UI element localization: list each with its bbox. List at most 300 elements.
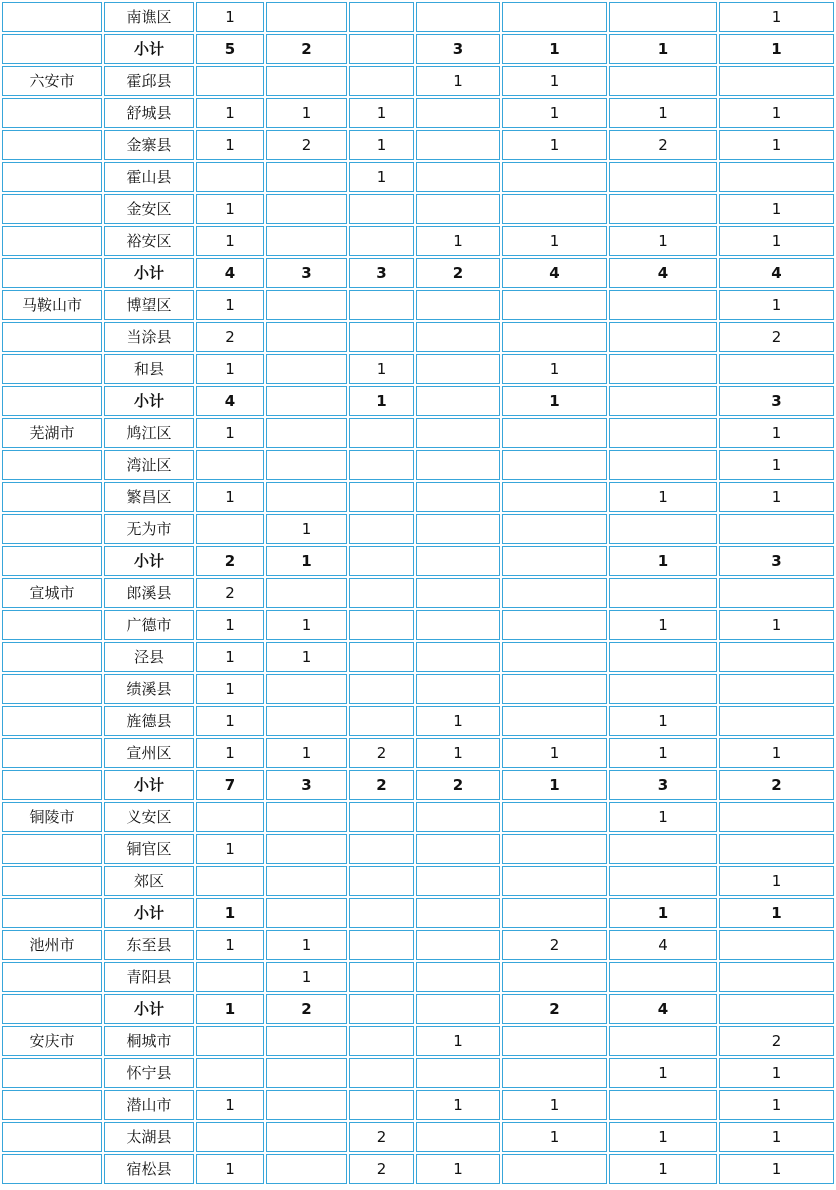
value-cell: 1	[502, 98, 607, 128]
value-cell: 1	[196, 418, 264, 448]
subtotal-row	[2, 994, 834, 1024]
subtotal-label-cell: 小计	[104, 546, 194, 576]
value-cell: 1	[719, 1122, 834, 1152]
city-cell	[2, 898, 102, 928]
city-cell	[2, 962, 102, 992]
district-cell: 和县	[104, 354, 194, 384]
value-cell	[266, 418, 347, 448]
value-cell	[349, 34, 414, 64]
value-cell	[502, 1026, 607, 1056]
district-cell: 桐城市	[104, 1026, 194, 1056]
value-cell: 1	[502, 66, 607, 96]
district-row	[2, 930, 834, 960]
value-cell	[196, 1058, 264, 1088]
value-cell: 1	[416, 1026, 500, 1056]
value-cell	[719, 66, 834, 96]
value-cell	[719, 578, 834, 608]
district-cell: 博望区	[104, 290, 194, 320]
city-cell	[2, 546, 102, 576]
value-cell	[719, 994, 834, 1024]
value-cell	[349, 226, 414, 256]
value-cell	[196, 1122, 264, 1152]
value-cell	[502, 898, 607, 928]
value-cell	[349, 898, 414, 928]
value-cell: 1	[502, 770, 607, 800]
value-cell	[502, 834, 607, 864]
value-cell	[416, 546, 500, 576]
value-cell	[719, 354, 834, 384]
value-cell: 1	[609, 226, 717, 256]
value-cell	[609, 450, 717, 480]
value-cell: 1	[196, 1154, 264, 1184]
subtotal-row	[2, 34, 834, 64]
value-cell	[349, 706, 414, 736]
value-cell	[196, 962, 264, 992]
subtotal-row	[2, 386, 834, 416]
value-cell	[609, 866, 717, 896]
district-cell: 绩溪县	[104, 674, 194, 704]
district-row	[2, 674, 834, 704]
value-cell: 1	[502, 386, 607, 416]
value-cell	[609, 1090, 717, 1120]
value-cell: 2	[266, 994, 347, 1024]
district-cell: 广德市	[104, 610, 194, 640]
value-cell: 1	[196, 482, 264, 512]
value-cell: 2	[609, 130, 717, 160]
value-cell	[609, 2, 717, 32]
district-row	[2, 610, 834, 640]
value-cell	[349, 610, 414, 640]
value-cell	[349, 578, 414, 608]
value-cell: 1	[719, 610, 834, 640]
district-cell: 南谯区	[104, 2, 194, 32]
value-cell	[719, 162, 834, 192]
value-cell: 2	[266, 34, 347, 64]
subtotal-row	[2, 770, 834, 800]
value-cell: 4	[609, 258, 717, 288]
district-cell: 霍山县	[104, 162, 194, 192]
district-cell: 郎溪县	[104, 578, 194, 608]
district-cell: 鸠江区	[104, 418, 194, 448]
value-cell	[719, 962, 834, 992]
value-cell: 2	[196, 578, 264, 608]
value-cell	[609, 322, 717, 352]
city-cell	[2, 162, 102, 192]
subtotal-label-cell: 小计	[104, 770, 194, 800]
value-cell	[266, 578, 347, 608]
value-cell: 1	[502, 354, 607, 384]
value-cell: 1	[196, 898, 264, 928]
value-cell: 4	[502, 258, 607, 288]
value-cell	[349, 418, 414, 448]
value-cell: 1	[609, 802, 717, 832]
value-cell	[416, 802, 500, 832]
value-cell: 2	[349, 1154, 414, 1184]
value-cell	[416, 194, 500, 224]
value-cell	[416, 2, 500, 32]
value-cell	[502, 290, 607, 320]
value-cell	[719, 706, 834, 736]
value-cell	[266, 66, 347, 96]
value-cell: 1	[719, 1154, 834, 1184]
value-cell	[416, 322, 500, 352]
value-cell	[266, 450, 347, 480]
subtotal-label-cell: 小计	[104, 994, 194, 1024]
value-cell: 1	[609, 98, 717, 128]
value-cell: 1	[196, 738, 264, 768]
value-cell: 3	[349, 258, 414, 288]
value-cell: 1	[719, 418, 834, 448]
value-cell: 4	[196, 386, 264, 416]
district-row	[2, 578, 834, 608]
value-cell	[502, 962, 607, 992]
value-cell: 1	[196, 834, 264, 864]
city-cell	[2, 450, 102, 480]
table-body	[2, 2, 834, 1184]
value-cell	[502, 2, 607, 32]
value-cell: 1	[719, 98, 834, 128]
city-cell	[2, 514, 102, 544]
city-cell	[2, 386, 102, 416]
value-cell	[266, 162, 347, 192]
value-cell: 1	[196, 930, 264, 960]
value-cell: 3	[609, 770, 717, 800]
district-cell: 宿松县	[104, 1154, 194, 1184]
value-cell: 1	[416, 738, 500, 768]
value-cell: 1	[349, 354, 414, 384]
district-cell: 泾县	[104, 642, 194, 672]
value-cell	[266, 1090, 347, 1120]
value-cell: 3	[719, 546, 834, 576]
value-cell: 1	[719, 482, 834, 512]
district-row	[2, 450, 834, 480]
city-cell	[2, 194, 102, 224]
value-cell: 1	[719, 1058, 834, 1088]
value-cell: 1	[196, 994, 264, 1024]
district-cell: 铜官区	[104, 834, 194, 864]
value-cell: 4	[719, 258, 834, 288]
value-cell	[416, 162, 500, 192]
value-cell	[416, 130, 500, 160]
city-cell	[2, 834, 102, 864]
value-cell: 2	[266, 130, 347, 160]
value-cell: 1	[196, 194, 264, 224]
value-cell	[416, 642, 500, 672]
value-cell: 1	[719, 738, 834, 768]
value-cell	[349, 930, 414, 960]
city-cell	[2, 2, 102, 32]
subtotal-row	[2, 898, 834, 928]
value-cell: 1	[416, 706, 500, 736]
value-cell: 3	[719, 386, 834, 416]
value-cell: 1	[266, 610, 347, 640]
district-row	[2, 514, 834, 544]
value-cell: 1	[266, 642, 347, 672]
value-cell	[609, 162, 717, 192]
value-cell	[349, 1090, 414, 1120]
value-cell: 7	[196, 770, 264, 800]
value-cell	[416, 898, 500, 928]
value-cell	[502, 706, 607, 736]
district-row	[2, 1090, 834, 1120]
district-cell: 金安区	[104, 194, 194, 224]
value-cell	[502, 674, 607, 704]
value-cell: 1	[609, 546, 717, 576]
value-cell	[266, 226, 347, 256]
value-cell	[609, 834, 717, 864]
district-row	[2, 1154, 834, 1184]
value-cell: 1	[719, 1090, 834, 1120]
district-cell: 当涂县	[104, 322, 194, 352]
value-cell	[266, 1026, 347, 1056]
value-cell: 3	[266, 258, 347, 288]
value-cell	[502, 514, 607, 544]
value-cell	[609, 578, 717, 608]
value-cell	[609, 674, 717, 704]
district-row	[2, 866, 834, 896]
value-cell: 1	[349, 130, 414, 160]
value-cell: 1	[196, 2, 264, 32]
value-cell: 1	[609, 1122, 717, 1152]
value-cell	[609, 514, 717, 544]
city-cell	[2, 642, 102, 672]
value-cell: 1	[609, 610, 717, 640]
value-cell	[266, 354, 347, 384]
value-cell: 1	[416, 66, 500, 96]
value-cell	[266, 1154, 347, 1184]
value-cell	[609, 290, 717, 320]
value-cell: 1	[502, 1090, 607, 1120]
value-cell	[609, 642, 717, 672]
value-cell: 1	[609, 1154, 717, 1184]
value-cell	[416, 290, 500, 320]
value-cell: 1	[196, 290, 264, 320]
value-cell	[266, 482, 347, 512]
value-cell: 1	[196, 706, 264, 736]
city-cell	[2, 354, 102, 384]
city-cell	[2, 706, 102, 736]
value-cell	[266, 1122, 347, 1152]
value-cell	[266, 1058, 347, 1088]
city-cell: 宣城市	[2, 578, 102, 608]
value-cell	[266, 386, 347, 416]
district-row	[2, 642, 834, 672]
district-row	[2, 194, 834, 224]
district-cell: 义安区	[104, 802, 194, 832]
value-cell	[416, 1122, 500, 1152]
value-cell	[349, 66, 414, 96]
value-cell	[349, 642, 414, 672]
value-cell: 1	[719, 450, 834, 480]
value-cell: 1	[719, 130, 834, 160]
value-cell: 1	[266, 962, 347, 992]
value-cell	[609, 418, 717, 448]
district-row	[2, 418, 834, 448]
value-cell: 2	[349, 770, 414, 800]
district-row	[2, 1026, 834, 1056]
value-cell	[266, 802, 347, 832]
city-cell	[2, 1090, 102, 1120]
value-cell: 1	[266, 514, 347, 544]
value-cell: 1	[266, 930, 347, 960]
value-cell: 1	[266, 98, 347, 128]
value-cell: 2	[719, 322, 834, 352]
district-cell: 东至县	[104, 930, 194, 960]
value-cell	[609, 354, 717, 384]
city-cell	[2, 34, 102, 64]
value-cell	[502, 450, 607, 480]
value-cell	[719, 514, 834, 544]
value-cell	[349, 194, 414, 224]
value-cell	[196, 162, 264, 192]
district-row	[2, 226, 834, 256]
city-cell	[2, 482, 102, 512]
value-cell: 1	[416, 1154, 500, 1184]
value-cell	[349, 450, 414, 480]
district-cell: 繁昌区	[104, 482, 194, 512]
value-cell	[502, 322, 607, 352]
value-cell	[266, 2, 347, 32]
value-cell: 1	[502, 226, 607, 256]
value-cell	[266, 674, 347, 704]
value-cell: 1	[609, 898, 717, 928]
value-cell	[719, 802, 834, 832]
district-row	[2, 66, 834, 96]
district-row	[2, 738, 834, 768]
value-cell	[196, 66, 264, 96]
value-cell: 1	[266, 738, 347, 768]
value-cell: 1	[502, 1122, 607, 1152]
district-row	[2, 834, 834, 864]
value-cell	[502, 482, 607, 512]
value-cell: 1	[416, 1090, 500, 1120]
value-cell: 1	[196, 642, 264, 672]
value-cell	[349, 514, 414, 544]
value-cell: 1	[719, 2, 834, 32]
value-cell: 1	[502, 738, 607, 768]
value-cell	[502, 802, 607, 832]
value-cell	[266, 834, 347, 864]
value-cell	[502, 578, 607, 608]
value-cell	[196, 514, 264, 544]
value-cell	[349, 2, 414, 32]
value-cell: 2	[196, 322, 264, 352]
value-cell: 2	[416, 770, 500, 800]
value-cell	[609, 962, 717, 992]
value-cell	[416, 386, 500, 416]
value-cell	[196, 802, 264, 832]
value-cell	[349, 1058, 414, 1088]
value-cell	[609, 194, 717, 224]
value-cell: 1	[609, 738, 717, 768]
district-row	[2, 482, 834, 512]
city-cell: 安庆市	[2, 1026, 102, 1056]
value-cell: 2	[196, 546, 264, 576]
value-cell: 1	[349, 98, 414, 128]
district-cell: 潜山市	[104, 1090, 194, 1120]
district-row	[2, 1058, 834, 1088]
city-cell	[2, 322, 102, 352]
value-cell	[349, 546, 414, 576]
city-cell	[2, 1122, 102, 1152]
city-cell: 池州市	[2, 930, 102, 960]
subtotal-label-cell: 小计	[104, 34, 194, 64]
value-cell: 1	[609, 1058, 717, 1088]
value-cell: 2	[502, 994, 607, 1024]
value-cell	[609, 66, 717, 96]
value-cell	[416, 354, 500, 384]
value-cell: 1	[196, 354, 264, 384]
value-cell: 1	[196, 610, 264, 640]
value-cell	[266, 898, 347, 928]
city-cell	[2, 226, 102, 256]
city-cell	[2, 610, 102, 640]
district-cell: 怀宁县	[104, 1058, 194, 1088]
value-cell: 2	[719, 1026, 834, 1056]
value-cell	[416, 514, 500, 544]
value-cell	[719, 930, 834, 960]
city-cell	[2, 130, 102, 160]
value-cell	[502, 866, 607, 896]
value-cell: 1	[196, 130, 264, 160]
city-cell: 芜湖市	[2, 418, 102, 448]
district-cell: 旌德县	[104, 706, 194, 736]
city-cell	[2, 994, 102, 1024]
value-cell	[416, 482, 500, 512]
subtotal-row	[2, 258, 834, 288]
value-cell: 3	[266, 770, 347, 800]
district-cell: 湾沚区	[104, 450, 194, 480]
value-cell: 1	[196, 1090, 264, 1120]
district-cell: 裕安区	[104, 226, 194, 256]
city-cell	[2, 258, 102, 288]
district-row	[2, 130, 834, 160]
value-cell	[416, 962, 500, 992]
district-cell: 宣州区	[104, 738, 194, 768]
district-cell: 无为市	[104, 514, 194, 544]
district-row	[2, 2, 834, 32]
value-cell: 1	[609, 34, 717, 64]
value-cell	[349, 994, 414, 1024]
district-row	[2, 962, 834, 992]
value-cell	[349, 322, 414, 352]
value-cell: 1	[349, 162, 414, 192]
subtotal-label-cell: 小计	[104, 258, 194, 288]
district-cell: 郊区	[104, 866, 194, 896]
district-row	[2, 1122, 834, 1152]
value-cell	[349, 802, 414, 832]
value-cell: 1	[266, 546, 347, 576]
value-cell	[349, 962, 414, 992]
value-cell	[719, 642, 834, 672]
district-row	[2, 322, 834, 352]
value-cell	[349, 866, 414, 896]
value-cell	[196, 1026, 264, 1056]
value-cell	[349, 1026, 414, 1056]
district-row	[2, 706, 834, 736]
value-cell: 1	[719, 290, 834, 320]
value-cell	[416, 418, 500, 448]
value-cell: 1	[719, 226, 834, 256]
value-cell: 1	[502, 130, 607, 160]
city-cell	[2, 738, 102, 768]
value-cell: 1	[719, 866, 834, 896]
city-cell	[2, 866, 102, 896]
district-cell: 太湖县	[104, 1122, 194, 1152]
value-cell: 1	[719, 34, 834, 64]
value-cell	[502, 1154, 607, 1184]
value-cell	[266, 194, 347, 224]
